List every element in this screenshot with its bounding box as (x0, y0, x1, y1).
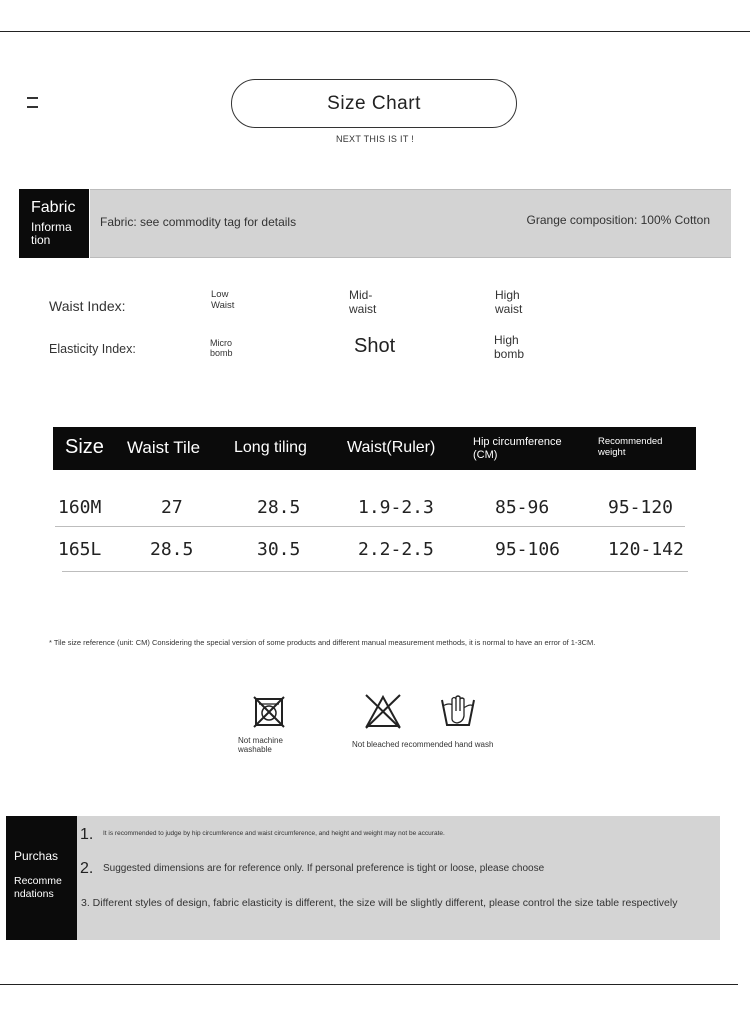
cell-weight: 120-142 (608, 539, 684, 560)
fabric-tag-note: Fabric: see commodity tag for details (100, 215, 297, 229)
header-hip: Hip circumference (CM) (473, 436, 562, 461)
measurement-footnote: * Tile size reference (unit: CM) Considering the special version of some products and different manual measurement methods, it is normal to have an error of 1-3CM. (49, 638, 596, 647)
waist-option-mid: Mid- waist (349, 288, 377, 316)
cell-waist-tile: 28.5 (150, 539, 194, 560)
cell-size: 165L (58, 539, 102, 560)
recommendation-text: 3. Different styles of design, fabric elasticity is different, the size will be slightly different, please control the size table respectively (81, 897, 678, 909)
hand-wash-icon (439, 694, 477, 728)
cell-weight: 95-120 (608, 497, 674, 518)
cell-long-tiling: 30.5 (257, 539, 301, 560)
elasticity-index-label: Elasticity Index: (49, 342, 136, 356)
fabric-info-panel (90, 189, 731, 258)
cell-hip: 95-106 (495, 539, 561, 560)
bleach-handwash-label: Not bleached recommended hand wash (352, 740, 494, 749)
no-bleach-icon (364, 693, 402, 729)
purchase-recommendations-panel (77, 816, 720, 940)
table-row (55, 531, 685, 571)
cell-hip: 85-96 (495, 497, 550, 518)
recommendation-number: 2. (80, 860, 94, 877)
cell-waist-ruler: 2.2-2.5 (358, 539, 434, 560)
fabric-composition: Grange composition: 100% Cotton (526, 213, 710, 227)
header-waist-ruler: Waist(Ruler) (347, 439, 436, 456)
elasticity-option-high: High bomb (494, 333, 525, 361)
row-divider (62, 571, 688, 572)
top-divider (0, 31, 750, 32)
purchase-label-main: Purchas (14, 849, 59, 863)
recommendation-text: Suggested dimensions are for reference only. If personal preference is tight or loose, please choose (103, 863, 545, 874)
no-machine-wash-label: Not machine washable (238, 736, 283, 755)
waist-option-low: Low Waist (211, 289, 235, 311)
purchase-label-block (6, 816, 77, 940)
menu-mark-icon (27, 97, 38, 108)
elasticity-option-micro: Micro bomb (210, 338, 233, 359)
header-size: Size (65, 436, 104, 458)
page-title: Size Chart (231, 79, 517, 128)
cell-waist-ruler: 1.9-2.3 (358, 497, 434, 518)
table-row (55, 489, 685, 529)
recommendation-number: 1. (80, 826, 94, 843)
elasticity-option-shot: Shot (354, 335, 396, 357)
recommendation-text: It is recommended to judge by hip circumference and waist circumference, and height and weight may not be accurate. (103, 830, 445, 837)
row-divider (55, 526, 685, 527)
no-machine-wash-icon (253, 696, 285, 728)
size-table-header (53, 427, 696, 470)
fabric-label-block (19, 189, 89, 258)
bottom-divider (0, 984, 738, 985)
waist-index-label: Waist Index: (49, 298, 126, 314)
header-long-tiling: Long tiling (234, 439, 307, 456)
header-waist-tile: Waist Tile (127, 438, 201, 457)
fabric-label-main: Fabric (31, 199, 76, 216)
cell-long-tiling: 28.5 (257, 497, 301, 518)
purchase-label-sub: Recomme ndations (14, 875, 62, 901)
waist-option-high: High waist (495, 288, 523, 316)
cell-waist-tile: 27 (161, 497, 183, 518)
page-subtitle: NEXT THIS IS IT ! (335, 134, 415, 144)
cell-size: 160M (58, 497, 102, 518)
fabric-label-sub: Informa tion (31, 219, 72, 247)
header-weight: Recommended weight (598, 436, 663, 458)
